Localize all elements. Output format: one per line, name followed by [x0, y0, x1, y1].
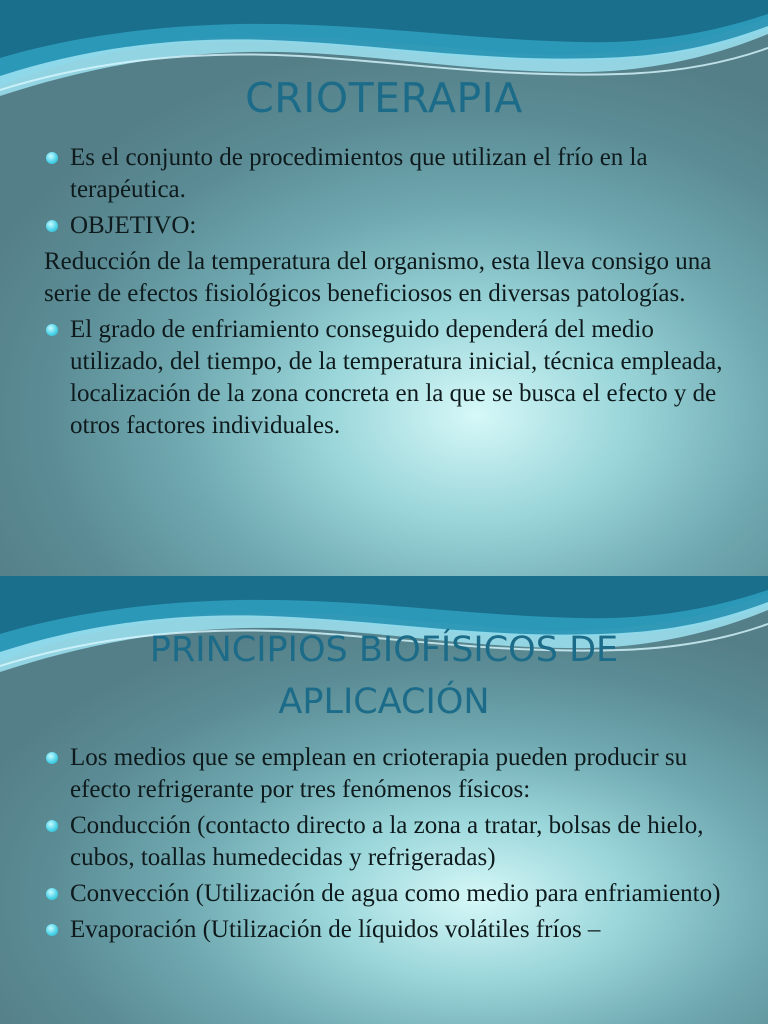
bullet-item — [44, 142, 734, 206]
bullet-text: Evaporación (Utilización de líquidos volátiles fríos – — [70, 916, 601, 943]
bullet-text: Conducción (contacto directo a la zona a tratar, bolsas de hielo, cubos, toallas humedecidas y refrigeradas) — [70, 812, 704, 871]
bullet-dot-icon — [46, 752, 58, 764]
bullet-text: OBJETIVO: — [70, 212, 197, 239]
bullet-dot-icon — [46, 220, 58, 232]
slide-title — [0, 624, 768, 728]
slide-title-line-1: PRINCIPIOS BIOFÍSICOS DE — [149, 630, 619, 670]
bullet-text: Los medios que se emplean en crioterapia pueden producir su efecto refrigerante por tres fenómenos físicos: — [70, 744, 688, 803]
slide-body — [44, 742, 734, 950]
bullet-item — [44, 878, 734, 910]
bullet-item — [44, 810, 734, 874]
bullet-item — [44, 742, 734, 806]
slide-2 — [0, 576, 768, 1024]
slide-body — [44, 142, 734, 446]
bullet-dot-icon — [46, 820, 58, 832]
bullet-text: Convección (Utilización de agua como medio para enfriamiento) — [70, 880, 721, 907]
bullet-text: El grado de enfriamiento conseguido dependerá del medio utilizado, del tiempo, de la temperatura inicial, técnica empleada, localización de la zona concreta en la que se busca el efecto y de otros factores individuales. — [70, 316, 723, 439]
bullet-item — [44, 314, 734, 442]
slide-title-line-2: APLICACIÓN — [278, 682, 490, 722]
bullet-item — [44, 210, 734, 242]
bullet-dot-icon — [46, 888, 58, 900]
bullet-item — [44, 914, 734, 946]
bullet-dot-icon — [46, 324, 58, 336]
bullet-text: Es el conjunto de procedimientos que utilizan el frío en la terapéutica. — [70, 144, 648, 203]
bullet-dot-icon — [46, 924, 58, 936]
slide-title: CRIOTERAPIA — [245, 74, 523, 122]
bullet-dot-icon — [46, 152, 58, 164]
objective-paragraph: Reducción de la temperatura del organismo, esta lleva consigo una serie de efectos fisiológicos beneficiosos en diversas patologías. — [44, 248, 712, 307]
